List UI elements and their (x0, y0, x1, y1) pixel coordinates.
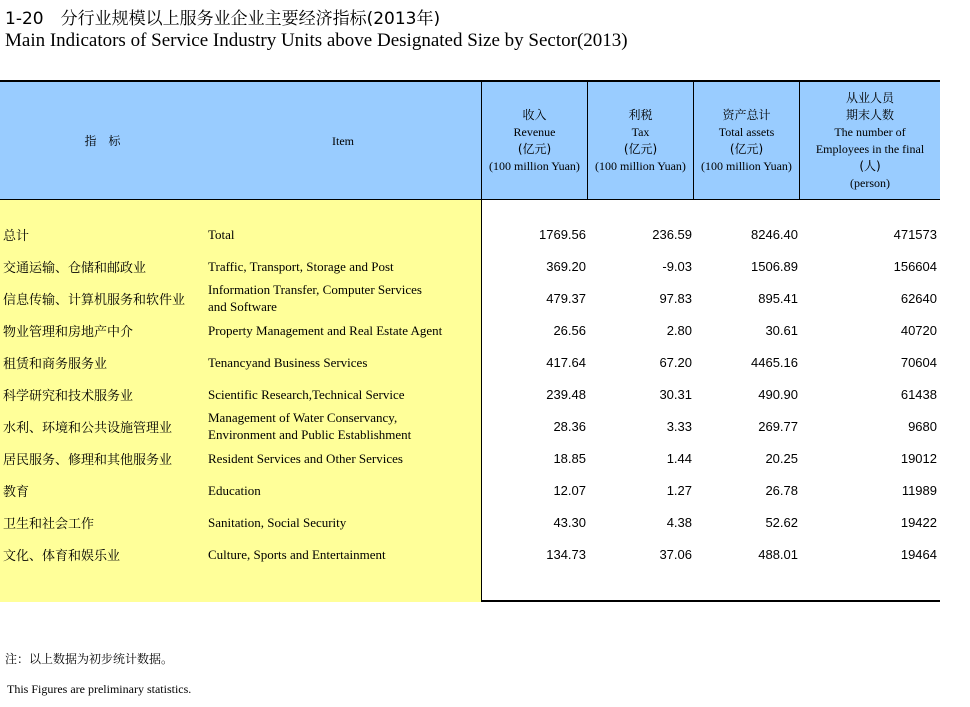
revenue-value: 479.37 (546, 290, 586, 306)
tax-value: 37.06 (659, 546, 692, 562)
tax-value: 3.33 (666, 418, 692, 434)
item-en: Education (208, 482, 261, 498)
employees-value: 11989 (901, 482, 937, 498)
tax-value: 97.83 (659, 290, 692, 306)
revenue-value: 239.48 (546, 386, 586, 402)
header-employees-unit-cn: (人) (859, 159, 881, 173)
header-employees-en-1: The number of (834, 125, 906, 139)
indicator-cn: 租赁和商务服务业 (3, 356, 108, 372)
indicator-cn: 科学研究和技术服务业 (3, 388, 134, 404)
assets-value: 8246.40 (751, 226, 798, 242)
header-employees-cn-2: 期末人数 (845, 108, 894, 122)
item-en: Management of Water Conservancy, Environment and Public Establishment (208, 410, 412, 442)
header-revenue-unit-en: (100 million Yuan) (489, 159, 580, 173)
indicator-cn: 交通运输、仓储和邮政业 (3, 260, 147, 276)
tax-value: -9.03 (662, 258, 692, 274)
table-row (0, 218, 940, 250)
assets-value: 20.25 (765, 450, 798, 466)
item-en: Tenancyand Business Services (208, 354, 368, 370)
indicator-cn: 物业管理和房地产中介 (3, 324, 134, 340)
assets-value: 4465.16 (751, 354, 798, 370)
employees-value: 19422 (900, 514, 937, 530)
tax-value: 67.20 (659, 354, 692, 370)
header-tax-en: Tax (631, 125, 650, 139)
assets-value: 52.62 (765, 514, 798, 530)
table-row (0, 346, 940, 378)
indicator-cn: 水利、环境和公共设施管理业 (3, 420, 173, 436)
header-assets (694, 82, 799, 200)
assets-value: 26.78 (765, 482, 798, 498)
revenue-value: 43.30 (553, 514, 586, 530)
table-row (0, 538, 940, 570)
page-title-en: Main Indicators of Service Industry Units above Designated Size by Sector(2013) (5, 30, 628, 51)
header-revenue-en: Revenue (513, 125, 556, 139)
indicator-cn: 信息传输、计算机服务和软件业 (3, 292, 186, 308)
header-assets-cn: 资产总计 (722, 108, 771, 122)
header-employees (800, 82, 940, 200)
header-revenue-unit-cn: (亿元) (517, 142, 552, 156)
revenue-value: 18.85 (553, 450, 586, 466)
employees-value: 19012 (900, 450, 937, 466)
note-en: This Figures are preliminary statistics. (7, 682, 192, 696)
assets-value: 488.01 (758, 546, 798, 562)
tax-value: 1.44 (666, 450, 692, 466)
item-en: Resident Services and Other Services (208, 450, 403, 466)
assets-value: 895.41 (758, 290, 798, 306)
revenue-value: 1769.56 (539, 226, 586, 242)
tax-value: 30.31 (659, 386, 692, 402)
assets-value: 30.61 (765, 322, 798, 338)
employees-value: 40720 (900, 322, 937, 338)
revenue-value: 369.20 (546, 258, 586, 274)
table-row (0, 378, 940, 410)
employees-value: 62640 (900, 290, 937, 306)
table-row (0, 442, 940, 474)
revenue-value: 28.36 (553, 418, 586, 434)
revenue-value: 26.56 (553, 322, 586, 338)
page-title-cn: 1-20 分行业规模以上服务业企业主要经济指标(2013年) (5, 9, 441, 29)
note-cn: 注：以上数据为初步统计数据。 (5, 652, 174, 666)
header-tax-unit-cn: (亿元) (623, 142, 658, 156)
assets-value: 269.77 (758, 418, 798, 434)
header-tax (588, 82, 693, 200)
indicator-cn: 文化、体育和娱乐业 (3, 548, 121, 564)
assets-value: 490.90 (758, 386, 798, 402)
item-en: Total (208, 226, 235, 242)
header-assets-en: Total assets (718, 125, 775, 139)
table-row (0, 474, 940, 506)
header-revenue-cn: 收入 (522, 108, 547, 122)
item-en: Information Transfer, Computer Services and Software (208, 282, 422, 314)
indicators-table (0, 80, 940, 602)
header-tax-cn: 利税 (628, 108, 653, 122)
header-indicator (0, 82, 205, 200)
header-employees-cn-1: 从业人员 (845, 91, 894, 105)
employees-value: 471573 (893, 226, 937, 242)
tax-value: 236.59 (652, 226, 692, 242)
employees-value: 9680 (908, 418, 937, 434)
header-employees-en-2: Employees in the final (815, 142, 925, 156)
header-item (205, 82, 481, 200)
header-assets-unit-cn: (亿元) (729, 142, 764, 156)
header-indicator-label: 指 标 (84, 133, 121, 148)
table-row (0, 282, 940, 314)
revenue-value: 12.07 (553, 482, 586, 498)
table-row (0, 250, 940, 282)
indicator-cn: 卫生和社会工作 (3, 516, 95, 532)
table-row (0, 314, 940, 346)
item-en: Property Management and Real Estate Agent (208, 322, 443, 338)
assets-value: 1506.89 (751, 258, 798, 274)
table-row (0, 506, 940, 538)
item-en: Sanitation, Social Security (208, 514, 347, 530)
table-row (0, 410, 940, 442)
employees-value: 70604 (900, 354, 937, 370)
tax-value: 1.27 (666, 482, 692, 498)
indicator-cn: 总计 (3, 228, 30, 244)
item-en: Traffic, Transport, Storage and Post (208, 258, 394, 274)
indicator-cn: 教育 (3, 484, 30, 500)
indicator-cn: 居民服务、修理和其他服务业 (3, 452, 173, 468)
item-en: Culture, Sports and Entertainment (208, 546, 386, 562)
employees-value: 156604 (893, 258, 937, 274)
header-assets-unit-en: (100 million Yuan) (701, 159, 792, 173)
tax-value: 2.80 (666, 322, 692, 338)
header-item-label: Item (332, 133, 354, 148)
header-employees-unit-en: (person) (850, 176, 890, 190)
revenue-value: 417.64 (546, 354, 586, 370)
revenue-value: 134.73 (546, 546, 586, 562)
item-en: Scientific Research,Technical Service (208, 386, 405, 402)
employees-value: 19464 (900, 546, 937, 562)
employees-value: 61438 (900, 386, 937, 402)
header-revenue (482, 82, 587, 200)
header-tax-unit-en: (100 million Yuan) (595, 159, 686, 173)
tax-value: 4.38 (666, 514, 692, 530)
